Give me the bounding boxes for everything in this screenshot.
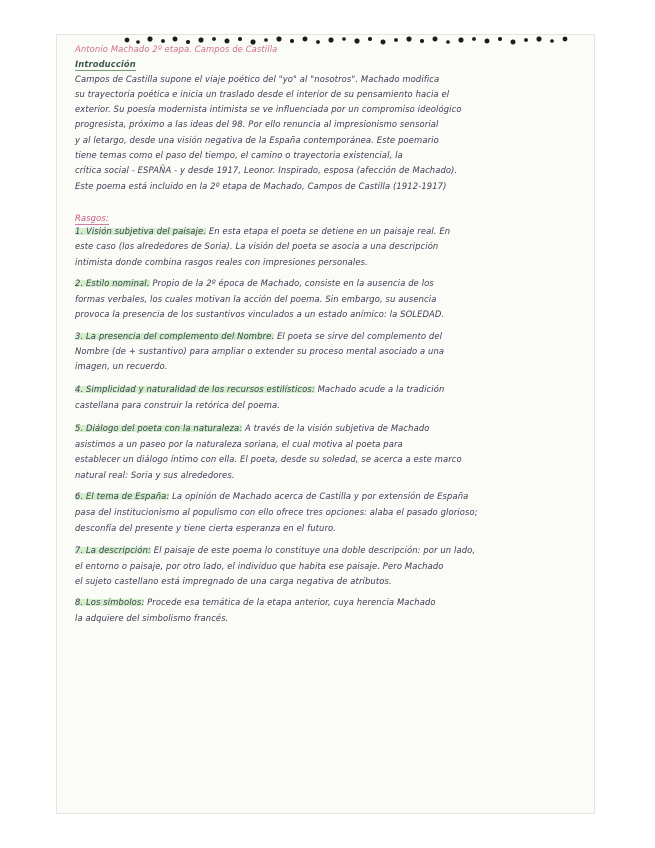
rasgo-text: establecer un diálogo íntimo con ella. El poeta, desde su soledad, se acerca a este marco — [75, 454, 462, 464]
rasgo-text: Propio de la 2º época de Machado, consiste en la ausencia de los — [149, 278, 434, 288]
rasgo-line — [75, 277, 434, 289]
rasgos-heading: Rasgos: — [75, 213, 109, 223]
rasgo-line — [75, 225, 450, 237]
rasgo-text: provoca la presencia de los sustantivos vinculados a un estado anímico: la SOLEDAD. — [75, 309, 445, 319]
rasgo-line — [75, 596, 436, 608]
rasgo-text: natural real: Soria y sus alrededores. — [75, 470, 235, 480]
rasgo-text: castellana para construir la retórica del poema. — [75, 400, 281, 410]
rasgo-text: El poeta se sirve del complemento del — [274, 331, 443, 341]
rasgo-text: el entorno o paisaje, por otro lado, el individuo que habita ese paisaje. Pero Machado — [75, 561, 444, 571]
rasgo-line — [75, 544, 475, 556]
rasgo-heading-highlight: 7. La descripción: — [75, 545, 151, 555]
rasgo-heading-highlight: 1. Visión subjetiva del paisaje. — [75, 226, 207, 236]
rasgo-text: formas verbales, los cuales motivan la acción del poema. Sin embargo, su ausencia — [75, 294, 437, 304]
intro-line: progresista, próximo a las ideas del 98. Por ello renuncia al impresionismo sensorial — [75, 119, 439, 129]
rasgo-text: la adquiere del simbolismo francés. — [75, 613, 229, 623]
rasgo-line — [75, 308, 444, 320]
rasgo-line — [75, 469, 235, 481]
rasgo-text: imagen, un recuerdo. — [75, 361, 168, 371]
intro-line: exterior. Su poesía modernista intimista se ve influenciada por un compromiso ideológico — [75, 104, 462, 114]
rasgo-line — [75, 560, 444, 572]
intro-line: tiene temas como el paso del tiempo, el camino o trayectoria existencial, la — [75, 150, 403, 160]
rasgo-line — [75, 330, 442, 342]
rasgo-line — [75, 453, 462, 465]
rasgo-text: Nombre (de + sustantivo) para ampliar o extender su proceso mental asociado a una — [75, 346, 445, 356]
rasgo-text: El paisaje de este poema lo constituye una doble descripción: por un lado, — [150, 545, 476, 555]
intro-heading: Introducción — [75, 59, 136, 69]
rasgo-text: Procede esa temática de la etapa anterior, cuya herencia Machado — [144, 597, 436, 607]
rasgo-text: La opinión de Machado acerca de Castilla y por extensión de España — [169, 491, 469, 501]
rasgo-heading-highlight: 2. Estilo nominal. — [75, 278, 150, 288]
rasgo-text: intimista donde combina rasgos reales con impresiones personales. — [75, 257, 368, 267]
rasgo-text: Machado acude a la tradición — [314, 384, 445, 394]
rasgo-line — [75, 399, 280, 411]
intro-line: y al letargo, desde una visión negativa de la España contemporánea. Este poemario — [75, 135, 439, 145]
rasgo-line — [75, 360, 168, 372]
rasgo-line — [75, 612, 228, 624]
rasgo-line — [75, 490, 468, 502]
rasgo-text: asistimos a un paseo por la naturaleza soriana, el cual motiva al poeta para — [75, 439, 403, 449]
intro-line: su trayectoria poética e inicia un traslado desde el interior de su pensamiento hacia el — [75, 89, 450, 99]
intro-line: Este poema está incluido en la 2º etapa de Machado, Campos de Castilla (1912-1917) — [75, 181, 447, 191]
rasgo-text: este caso (los alrededores de Soria). La visión del poeta se asocia a una descripción — [75, 241, 439, 251]
intro-line: Campos de Castilla supone el viaje poético del "yo" al "nosotros". Machado modifica — [75, 74, 440, 84]
notebook-page — [57, 35, 594, 813]
rasgo-line — [75, 506, 478, 518]
rasgo-text: pasa del institucionismo al populismo con ello ofrece tres opciones: alaba el pasado glorioso; — [75, 507, 478, 517]
rasgo-heading-highlight: 3. La presencia del complemento del Nombre. — [75, 331, 275, 341]
rasgo-line — [75, 383, 444, 395]
page-title: Antonio Machado 2º etapa. Campos de Castilla — [75, 44, 278, 54]
rasgo-line — [75, 522, 336, 534]
rasgo-text: A través de la visión subjetiva de Machado — [242, 423, 430, 433]
intro-line: crítica social - ESPAÑA - y desde 1917, Leonor. Inspirado, esposa (afección de Machado). — [75, 165, 458, 175]
rasgo-heading-highlight: 8. Los símbolos: — [75, 597, 145, 607]
rasgo-heading-highlight: 5. Diálogo del poeta con la naturaleza: — [75, 423, 243, 433]
rasgo-text: En esta etapa el poeta se detiene en un paisaje real. En — [206, 226, 451, 236]
rasgo-line — [75, 256, 368, 268]
rasgo-line — [75, 345, 444, 357]
rasgo-line — [75, 422, 430, 434]
rasgo-line — [75, 438, 403, 450]
rasgo-line — [75, 575, 392, 587]
rasgo-line — [75, 240, 438, 252]
rasgo-heading-highlight: 4. Simplicidad y naturalidad de los recursos estilísticos: — [75, 384, 315, 394]
rasgo-line — [75, 293, 437, 305]
rasgo-text: el sujeto castellano está impregnado de una carga negativa de atributos. — [75, 576, 392, 586]
rasgo-heading-highlight: 6. El tema de España: — [75, 491, 170, 501]
rasgo-text: desconfía del presente y tiene cierta esperanza en el futuro. — [75, 523, 337, 533]
